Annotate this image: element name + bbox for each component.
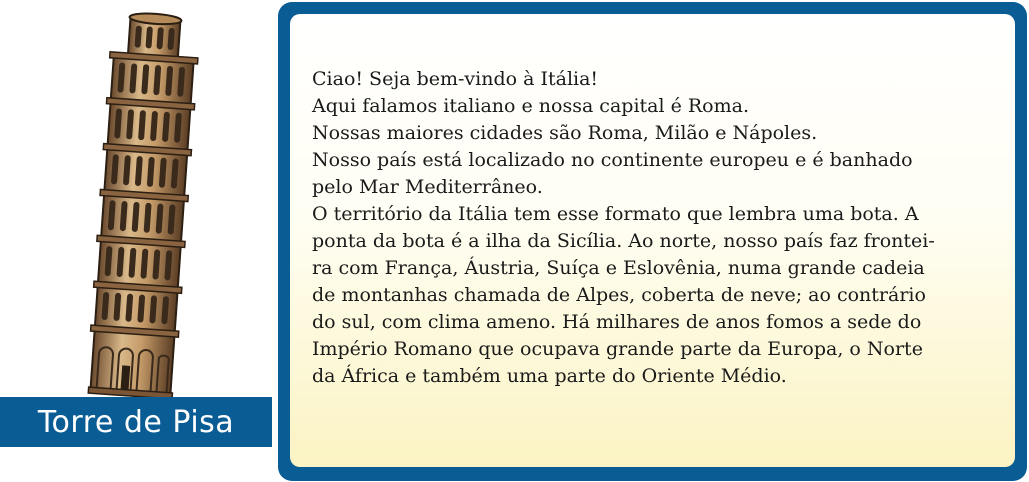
text-line: pelo Mar Mediterrâneo. [312, 176, 543, 198]
info-text-panel-inner [290, 14, 1015, 467]
leaning-tower-of-pisa-illustration [58, 10, 203, 398]
text-line: de montanhas chamada de Alpes, coberta de neve; ao contrário [312, 284, 926, 306]
info-text-panel [278, 2, 1027, 481]
text-line: Aqui falamos italiano e nossa capital é Roma. [312, 95, 750, 117]
text-line: Ciao! Seja bem-vindo à Itália! [312, 68, 599, 90]
text-line: ponta da bota é a ilha da Sicília. Ao norte, nosso país faz frontei- [312, 230, 935, 252]
text-line: O território da Itália tem esse formato que lembra uma bota. A [312, 203, 919, 225]
tower-caption: Torre de Pisa [0, 397, 272, 447]
text-line: Império Romano que ocupava grande parte da Europa, o Norte [312, 338, 923, 360]
text-line: ra com França, Áustria, Suíça e Eslovênia, numa grande cadeia [312, 257, 925, 279]
info-text [312, 66, 1008, 390]
text-line: Nossas maiores cidades são Roma, Milão e Nápoles. [312, 122, 818, 144]
text-line: do sul, com clima ameno. Há milhares de anos fomos a sede do [312, 311, 922, 333]
text-line: Nosso país está localizado no continente europeu e é banhado [312, 149, 913, 171]
text-line: da África e também uma parte do Oriente Médio. [312, 365, 787, 387]
